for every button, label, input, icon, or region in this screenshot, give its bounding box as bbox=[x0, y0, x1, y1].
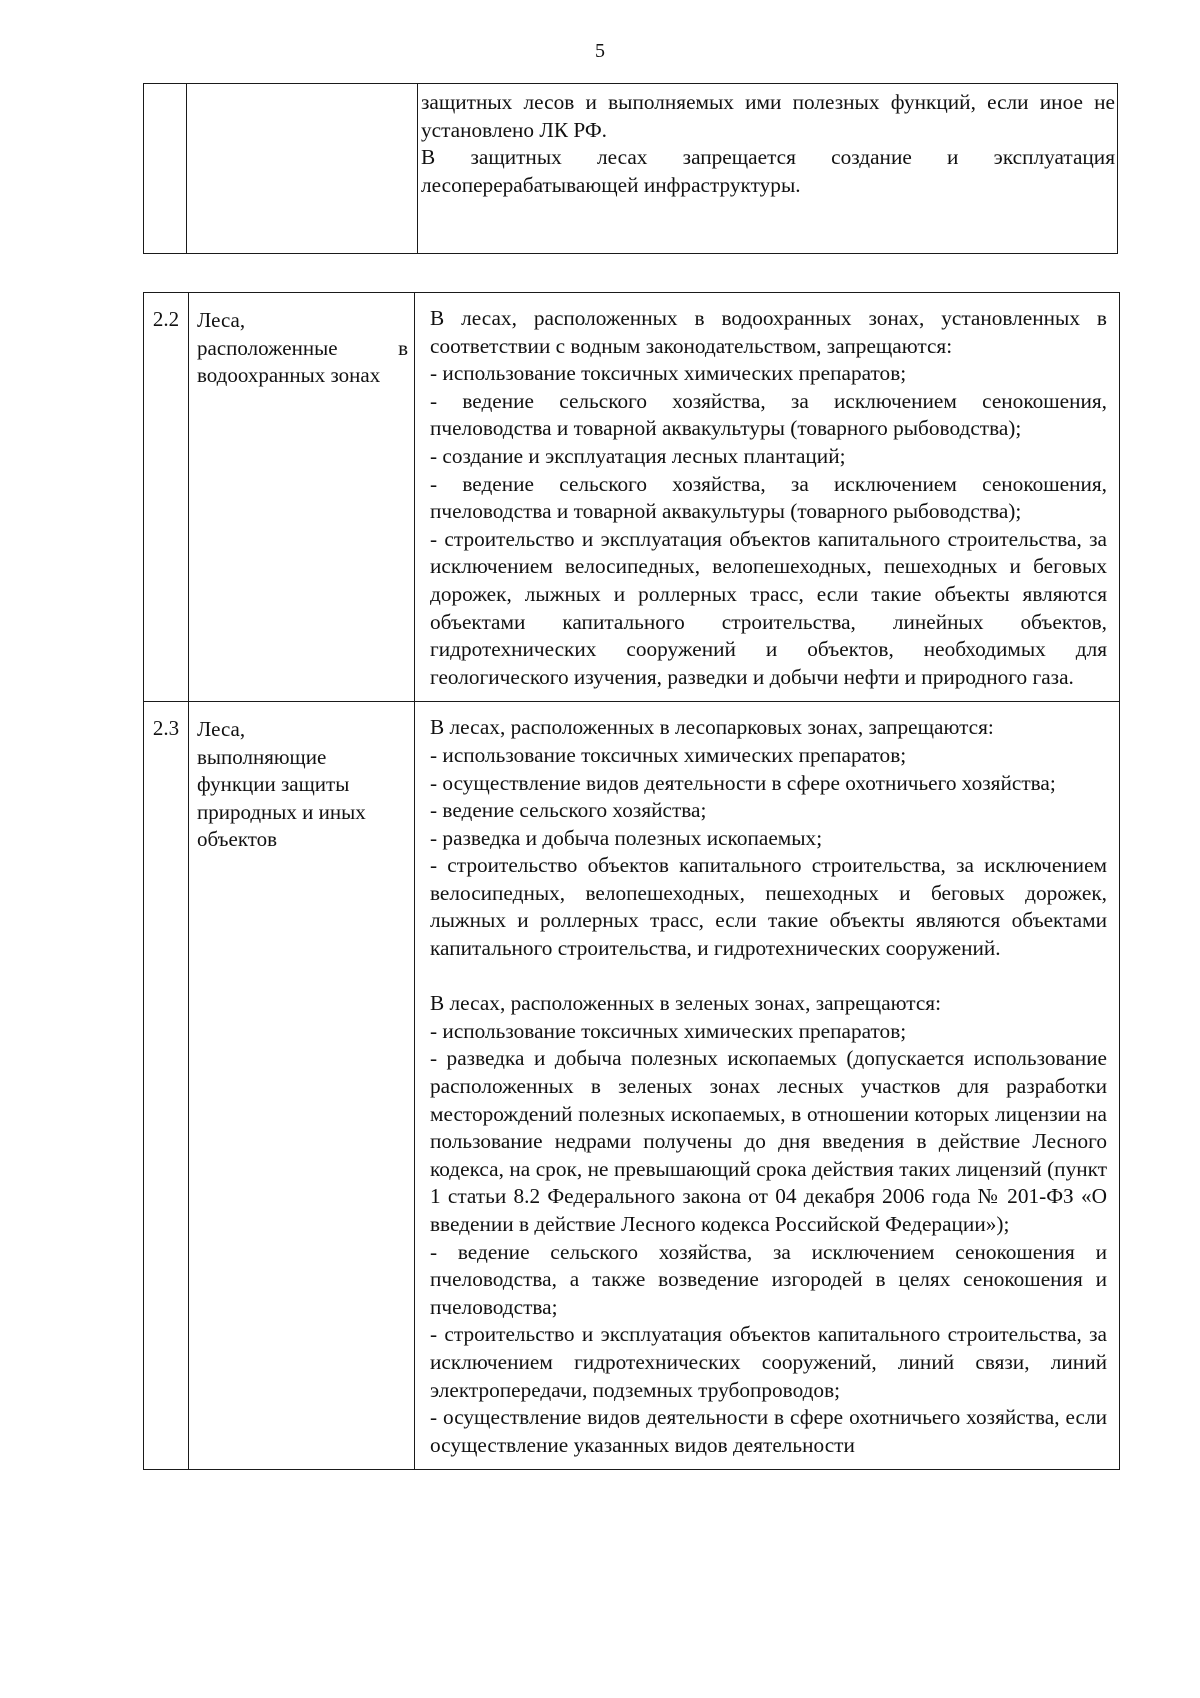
paragraph: В защитных лесах запрещается создание и эксплуатация лесоперерабатывающей инфраструктуры. bbox=[421, 145, 1115, 197]
name-word: расположенные bbox=[197, 335, 338, 360]
continuation-table bbox=[143, 83, 1118, 254]
list-item: - ведение сельского хозяйства; bbox=[430, 798, 707, 823]
list-item: - создание и эксплуатация лесных плантаций; bbox=[430, 443, 846, 468]
description-cell bbox=[415, 293, 1120, 702]
name-line: выполняющие bbox=[197, 744, 327, 769]
name-line: функции защиты bbox=[197, 772, 350, 797]
list-item: - строительство и эксплуатация объектов капитального строительства, за исключением велосипедных, велопешеходных, пешеходных и беговых дорожек, лыжных и роллерных трасс, если такие объекты являются объектами капитального строительства, линейных объектов, гидротехнических сооружений и объектов, необходимых для геологического изучения, разведки и добычи нефти и природного газа. bbox=[430, 526, 1107, 689]
list-item: - использование токсичных химических препаратов; bbox=[430, 1018, 907, 1043]
list-item: - использование токсичных химических препаратов; bbox=[430, 361, 907, 386]
name-line: Леса, bbox=[197, 717, 246, 742]
name-line: водоохранных зонах bbox=[197, 363, 381, 387]
description-cell bbox=[415, 702, 1120, 1470]
description-cell bbox=[418, 84, 1118, 254]
list-item: - осуществление видов деятельности в сфере охотничьего хозяйства, если осуществление указанных видов деятельности bbox=[430, 1405, 1107, 1457]
list-item: - использование токсичных химических препаратов; bbox=[430, 742, 907, 767]
name-line: объектов bbox=[197, 827, 278, 852]
table-row bbox=[144, 293, 1120, 702]
list-item: - ведение сельского хозяйства, за исключением сенокошения, пчеловодства и товарной аквакультуры (товарного рыбоводства); bbox=[430, 388, 1107, 441]
table-row bbox=[144, 702, 1120, 1470]
list-item: - строительство объектов капитального строительства, за исключением велосипедных, велопешеходных, пешеходных и беговых дорожек, лыжных и роллерных трасс, если такие объекты являются объектами капитального строительства, и гидротехнических сооружений. bbox=[430, 853, 1107, 961]
list-item: - ведение сельского хозяйства, за исключением сенокошения, пчеловодства и товарной аквакультуры (товарного рыбоводства); bbox=[430, 471, 1107, 524]
table-row bbox=[144, 84, 1118, 254]
number-cell bbox=[144, 84, 187, 254]
row-name bbox=[189, 702, 415, 1470]
paragraph: В лесах, расположенных в зеленых зонах, запрещаются: bbox=[430, 991, 942, 1016]
row-number: 2.3 bbox=[144, 702, 189, 1470]
list-item: - строительство и эксплуатация объектов капитального строительства, за исключением гидротехнических сооружений, линий связи, линий электропередачи, подземных трубопроводов; bbox=[430, 1322, 1107, 1402]
paragraph: защитных лесов и выполняемых ими полезных функций, если иное не установлено ЛК РФ. bbox=[421, 90, 1115, 142]
name-cell bbox=[187, 84, 418, 254]
row-number: 2.2 bbox=[144, 293, 189, 702]
list-item: - осуществление видов деятельности в сфере охотничьего хозяйства; bbox=[430, 770, 1056, 795]
page-number: 5 bbox=[595, 40, 605, 62]
paragraph-gap bbox=[421, 963, 1107, 991]
paragraph: В лесах, расположенных в водоохранных зонах, установленных в соответствии с водным законодательством, запрещаются: bbox=[430, 306, 1107, 358]
list-item: - ведение сельского хозяйства, за исключением сенокошения и пчеловодства, а также возведение изгородей в целях сенокошения и пчеловодства; bbox=[430, 1239, 1107, 1319]
list-item: - разведка и добыча полезных ископаемых (допускается использование расположенных в зеленых зонах лесных участков для разработки месторождений полезных ископаемых, в отношении которых лицензии на пользование недрами получены до дня введения в действие Лесного кодекса, на срок, не превышающий срока действия таких лицензий (пункт 1 статьи 8.2 Федерального закона от 04 декабря 2006 года № 201-ФЗ «О введении в действие Лесного кодекса Российской Федерации»); bbox=[430, 1046, 1107, 1236]
name-line: природных и иных bbox=[197, 799, 366, 824]
name-line bbox=[197, 335, 408, 363]
row-name bbox=[189, 293, 415, 702]
paragraph: В лесах, расположенных в лесопарковых зонах, запрещаются: bbox=[430, 715, 994, 740]
list-item: - разведка и добыча полезных ископаемых; bbox=[430, 825, 823, 850]
restrictions-table bbox=[143, 292, 1120, 1470]
name-word: в bbox=[398, 335, 408, 360]
name-line: Леса, bbox=[197, 308, 246, 332]
